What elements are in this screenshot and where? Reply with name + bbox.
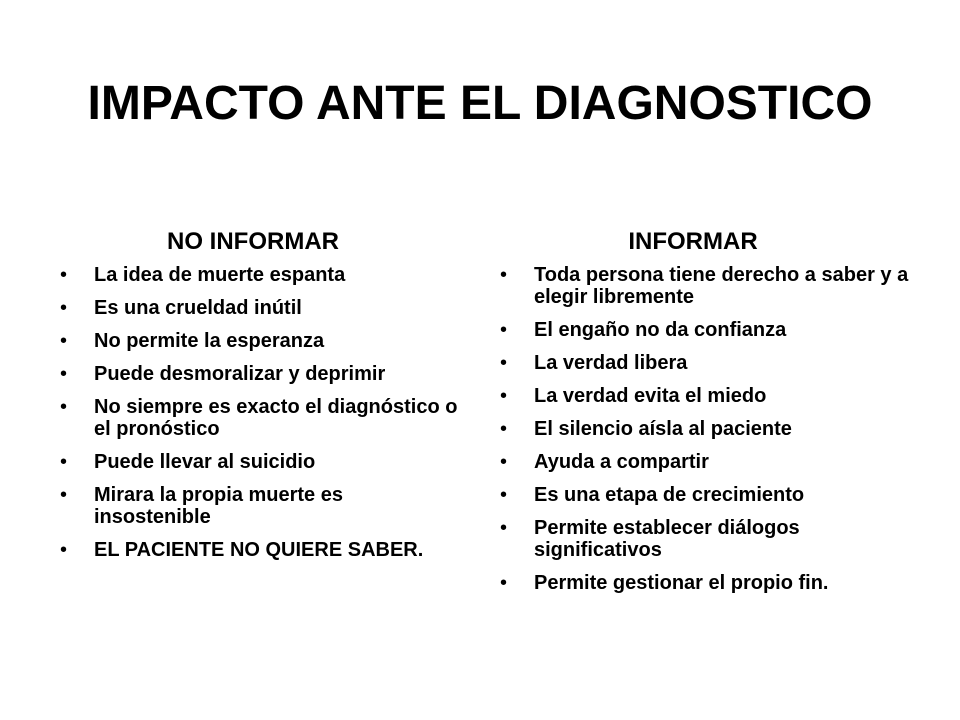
list-item (58, 363, 458, 385)
bullet-icon: • (60, 484, 68, 506)
list-item-text: Puede llevar al suicidio (94, 451, 316, 473)
bullet-icon: • (60, 396, 68, 418)
bullet-icon: • (500, 418, 508, 440)
list-item-text: EL PACIENTE NO QUIERE SABER. (94, 539, 424, 561)
bullet-icon: • (500, 484, 508, 506)
bullet-icon: • (60, 539, 68, 561)
column-heading-no-informar: NO INFORMAR (167, 228, 339, 255)
list-item (498, 517, 918, 561)
bullet-icon: • (500, 451, 508, 473)
list-item-text: Permite establecer diálogos significativos (534, 517, 800, 561)
list-item (498, 264, 918, 308)
list-item (58, 539, 458, 561)
list-item (58, 297, 458, 319)
list-item-text: El silencio aísla al paciente (534, 418, 792, 440)
list-item-text: Es una crueldad inútil (94, 297, 302, 319)
list-item-text: Mirara la propia muerte es insostenible (94, 484, 343, 528)
bullet-icon: • (500, 264, 508, 286)
slide-title: IMPACTO ANTE EL DIAGNOSTICO (87, 77, 873, 130)
bullet-list-no-informar (58, 264, 458, 561)
list-item (58, 330, 458, 352)
list-item (498, 484, 918, 506)
list-item-text: Ayuda a compartir (534, 451, 709, 473)
list-item-text: La verdad libera (534, 352, 688, 374)
list-item-text: La idea de muerte espanta (94, 264, 346, 286)
list-item (498, 572, 918, 594)
bullet-icon: • (60, 264, 68, 286)
list-item (498, 352, 918, 374)
list-item (58, 484, 458, 528)
list-item-text: No siempre es exacto el diagnóstico o el pronóstico (94, 396, 458, 440)
list-item (58, 264, 458, 286)
list-item-text: Permite gestionar el propio fin. (534, 572, 829, 594)
list-item (58, 451, 458, 473)
list-item (498, 451, 918, 473)
list-item (58, 396, 458, 440)
bullet-icon: • (60, 330, 68, 352)
bullet-icon: • (500, 517, 508, 539)
bullet-icon: • (60, 363, 68, 385)
list-item (498, 385, 918, 407)
bullet-icon: • (500, 352, 508, 374)
bullet-icon: • (500, 319, 508, 341)
column-no-informar (58, 228, 458, 572)
column-informar (498, 228, 918, 605)
bullet-icon: • (60, 297, 68, 319)
list-item (498, 319, 918, 341)
list-item-text: El engaño no da confianza (534, 319, 787, 341)
list-item-text: La verdad evita el miedo (534, 385, 767, 407)
list-item-text: Toda persona tiene derecho a saber y a elegir libremente (534, 264, 909, 308)
bullet-list-informar (498, 264, 918, 594)
list-item-text: Puede desmoralizar y deprimir (94, 363, 386, 385)
bullet-icon: • (500, 572, 508, 594)
list-item (498, 418, 918, 440)
list-item-text: Es una etapa de crecimiento (534, 484, 805, 506)
bullet-icon: • (60, 451, 68, 473)
list-item-text: No permite la esperanza (94, 330, 325, 352)
column-heading-informar: INFORMAR (628, 228, 758, 255)
bullet-icon: • (500, 385, 508, 407)
